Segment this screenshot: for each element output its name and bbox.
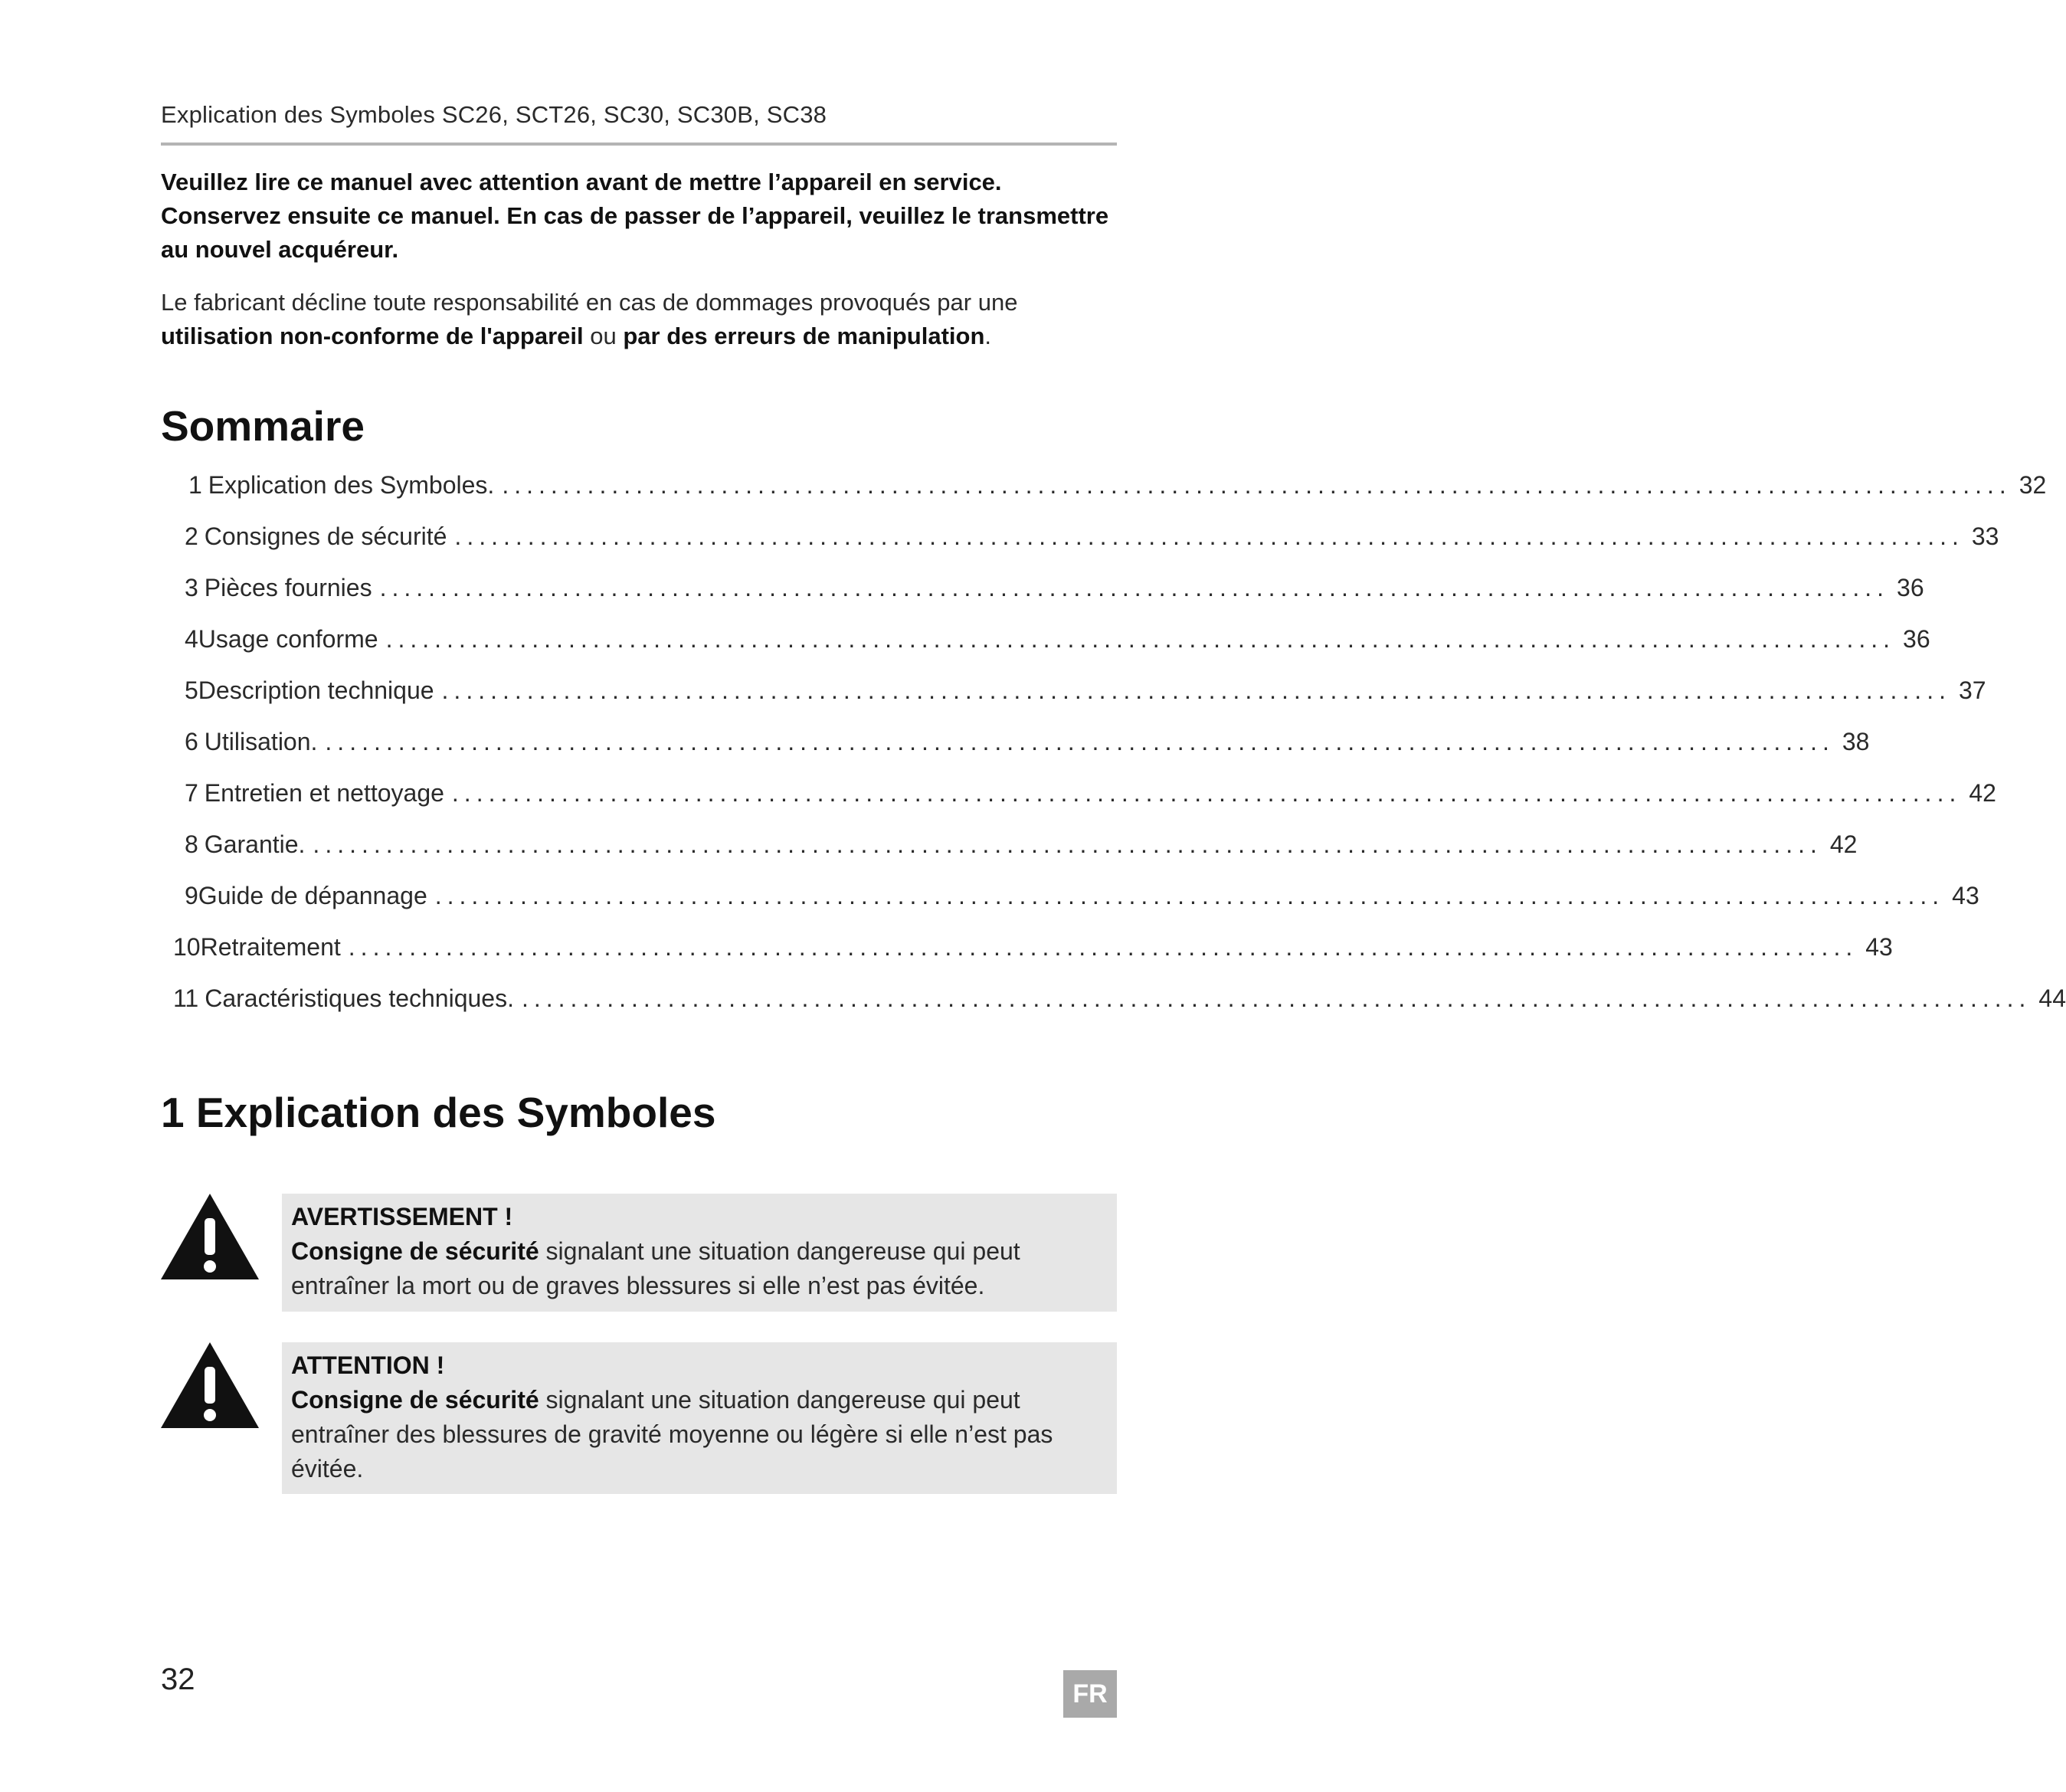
toc-item-page: 44 — [2038, 984, 2066, 1012]
toc-leader-dots: ............................................................................................................................ — [521, 984, 2032, 1012]
toc-leader-dots: ............................................................................................................................ — [385, 625, 1896, 653]
toc-item-number: 2 — [185, 523, 198, 550]
disclaimer-bold-2: par des erreurs de manipulation — [623, 323, 985, 349]
disclaimer-bold-1: utilisation non-conforme de l'appareil — [161, 323, 584, 349]
toc-item[interactable] — [185, 523, 1999, 556]
toc-item-title: Consignes de sécurité — [204, 523, 447, 550]
toc-leader-dots: ............................................................................................................................ — [454, 523, 1964, 550]
toc-item-page: 43 — [1865, 933, 1893, 961]
page-number: 32 — [161, 1663, 195, 1696]
warning-notice-box — [282, 1194, 1117, 1312]
toc-leader-dots: ............................................................................................................................ — [502, 471, 2012, 499]
caution-notice-box — [282, 1342, 1117, 1494]
warning-triangle-icon — [161, 1342, 259, 1428]
caution-title: ATTENTION ! — [291, 1351, 445, 1379]
toc-item-number: 6 — [185, 728, 198, 755]
toc-item-page: 36 — [1897, 574, 1924, 601]
toc-item-number: 4 — [185, 625, 198, 653]
disclaimer-end: . — [984, 323, 992, 349]
warning-bold-lead: Consigne de sécurité — [291, 1237, 539, 1265]
toc-item[interactable] — [185, 728, 1870, 762]
toc-item[interactable] — [185, 625, 1930, 659]
toc-item-page: 42 — [1829, 830, 1858, 858]
toc-item-number: 1 — [188, 471, 202, 499]
toc-item-title: Garantie. — [204, 830, 306, 858]
liability-disclaimer — [161, 286, 1126, 353]
toc-item-number: 11 — [173, 984, 199, 1012]
caution-notice — [161, 1342, 1117, 1494]
toc-item[interactable] — [173, 933, 1893, 967]
toc-item-title: Guide de dépannage — [198, 882, 427, 909]
toc-item-title: Description technique — [198, 677, 434, 704]
disclaimer-mid: ou — [583, 323, 624, 349]
running-header: Explication des Symboles SC26, SCT26, SC30, SC30B, SC38 — [161, 101, 827, 128]
toc-item-title: Retraitement — [200, 933, 341, 961]
caution-text: signalant une situation dangereuse qui peut entraîner des blessures de gravité moyenne ou légère si elle n’est pas évitée. — [291, 1386, 1053, 1482]
language-badge: FR — [1063, 1670, 1117, 1718]
toc-item[interactable] — [185, 882, 1979, 916]
toc-item-number: 10 — [173, 933, 201, 961]
toc-leader-dots: ............................................................................................................................ — [313, 830, 1822, 858]
toc-item[interactable] — [185, 779, 1996, 813]
toc-leader-dots: ............................................................................................................................ — [441, 677, 1951, 704]
warning-triangle-icon — [161, 1194, 259, 1279]
toc-leader-dots: ............................................................................................................................ — [348, 933, 1858, 961]
toc-item-title: Caractéristiques techniques. — [205, 984, 514, 1012]
toc-item-page: 36 — [1903, 625, 1930, 653]
section-heading-symbols: 1 Explication des Symboles — [161, 1089, 716, 1136]
warning-notice — [161, 1194, 1117, 1312]
read-manual-notice: Veuillez lire ce manuel avec attention avant de mettre l’appareil en service. Conservez ensuite ce manuel. En cas de passer de l’appareil, veuillez le transmettre au nouvel acquéreur. — [161, 169, 1109, 263]
toc-item-page: 37 — [1958, 677, 1986, 704]
toc-item-title: Usage conforme — [198, 625, 378, 653]
toc-item-page: 32 — [2019, 471, 2047, 499]
toc-item-title: Utilisation. — [204, 728, 318, 755]
toc-item[interactable] — [188, 471, 2047, 505]
toc-leader-dots: ............................................................................................................................ — [434, 882, 1945, 909]
toc-item[interactable] — [173, 984, 2066, 1018]
toc-heading: Sommaire — [161, 402, 365, 450]
toc-item-page: 33 — [1971, 523, 1999, 550]
toc-item[interactable] — [185, 830, 1858, 864]
toc-item-number: 9 — [185, 882, 198, 909]
toc-item-number: 5 — [185, 677, 198, 704]
toc-item-page: 38 — [1842, 728, 1870, 755]
toc-item-number: 8 — [185, 830, 198, 858]
toc-item-page: 43 — [1952, 882, 1979, 909]
warning-text: signalant une situation dangereuse qui peut entraîner la mort ou de graves blessures si elle n’est pas évitée. — [291, 1237, 1020, 1299]
toc-item-number: 3 — [185, 574, 198, 601]
toc-item[interactable] — [185, 574, 1924, 608]
toc-leader-dots: ............................................................................................................................ — [379, 574, 1890, 601]
toc-item-title: Explication des Symboles. — [208, 471, 495, 499]
toc-leader-dots: ............................................................................................................................ — [451, 779, 1962, 807]
toc-item-title: Entretien et nettoyage — [204, 779, 444, 807]
toc-item-title: Pièces fournies — [204, 574, 372, 601]
disclaimer-start: Le fabricant décline toute responsabilité en cas de dommages provoqués par une — [161, 289, 1018, 316]
header-rule — [161, 143, 1117, 146]
toc-leader-dots: ............................................................................................................................ — [325, 728, 1835, 755]
caution-bold-lead: Consigne de sécurité — [291, 1386, 539, 1414]
toc-item-number: 7 — [185, 779, 198, 807]
warning-title: AVERTISSEMENT ! — [291, 1203, 513, 1230]
toc-item[interactable] — [185, 677, 1986, 710]
toc-item-page: 42 — [1969, 779, 1996, 807]
